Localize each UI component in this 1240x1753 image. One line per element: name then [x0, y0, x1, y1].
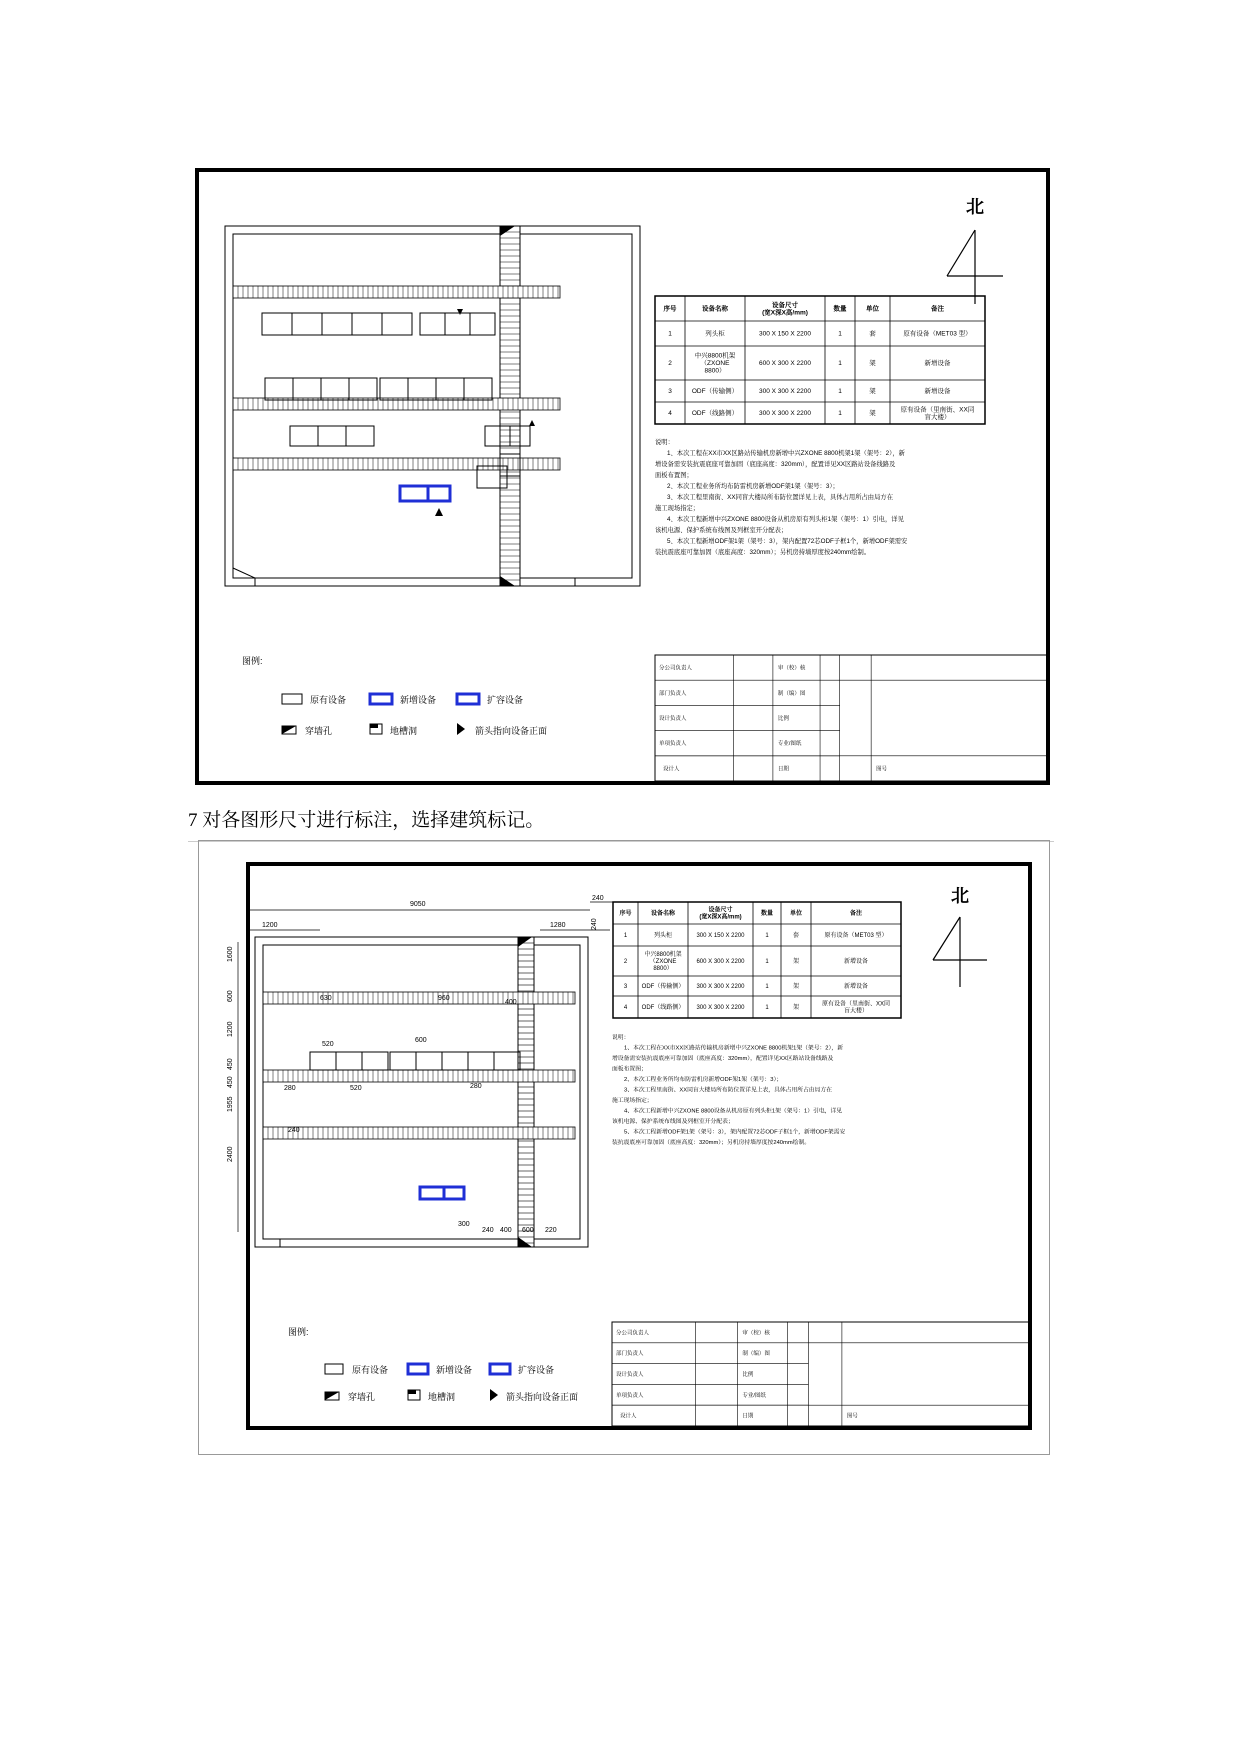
equipment-row-2 — [265, 378, 492, 400]
north-arrow-icon — [947, 230, 1003, 304]
title-block-label: 设计负责人 — [659, 716, 687, 722]
dim-bottom-c: 400 — [500, 1227, 512, 1234]
title-block-label: 专业/图纸 — [742, 1392, 766, 1399]
table-cell: 中兴8800机架 — [644, 952, 682, 958]
dim-left: 2400 — [227, 1146, 234, 1162]
table-cell: 4 — [668, 410, 672, 418]
dim-bottom-a: 300 — [458, 1221, 470, 1228]
table-cell: 盲大楼） — [843, 1008, 869, 1015]
title-block-label: 日期 — [742, 1413, 754, 1420]
table-cell: 1 — [765, 984, 769, 990]
table-header-cell: 序号 — [663, 305, 677, 313]
table-cell: 1 — [765, 1005, 769, 1011]
drawing-frame — [248, 864, 1030, 1428]
table-cell: 1 — [623, 933, 628, 939]
legend — [242, 655, 547, 736]
dim-bottom-d: 600 — [522, 1227, 534, 1234]
table-cell: （ZXONE — [649, 959, 677, 965]
table-cell: 原有设备（MET03 型） — [824, 933, 888, 939]
table-header-cell: 设备名称 — [702, 305, 728, 313]
legend-expansion: 扩容设备 — [487, 695, 524, 705]
title-block-label: 比例 — [742, 1372, 754, 1378]
dim-row1-e: 400 — [505, 999, 517, 1006]
table-cell: 新增设备 — [843, 984, 869, 990]
dimension-annotations — [238, 902, 620, 1232]
note-line: 4、本次工程新增中兴ZXONE 8800设备从机房原有列头柜1架（架号：1）引电，详见 — [667, 516, 904, 523]
dim-left: 1600 — [227, 946, 234, 962]
table-cell: 600 X 300 X 2200 — [696, 959, 745, 965]
legend-title: 图例: — [288, 1327, 309, 1337]
note-line: 3、本次工程里南街、XX同盲大楼局所布防位置详见上表，具体占用所占由局方在 — [667, 494, 893, 501]
title-block — [612, 1322, 1030, 1426]
table-cell: 中兴8800机架 — [694, 352, 736, 360]
table-cell: 套 — [792, 933, 800, 939]
table-cell: 2 — [623, 959, 628, 965]
equipment-row-1 — [262, 313, 495, 335]
legend-title: 图例: — [242, 656, 263, 666]
table-header-cell: (宽X深X高/mm) — [699, 914, 742, 921]
table-cell: 新增设备 — [924, 388, 951, 396]
note-line: 4、本次工程新增中兴ZXONE 8800设备从机房原有列头柜1架（架号：1）引电，详见 — [624, 1108, 843, 1115]
note-line: 装抗震底座可靠加固（底座高度：320mm）；另机房持墙厚度按240mm绘制。 — [612, 1140, 811, 1146]
table-cell: ODF（传输侧） — [691, 388, 739, 396]
table-cell: ODF（线路侧） — [691, 410, 739, 418]
dim-row4-a: 240 — [288, 1127, 300, 1134]
title-block-label: 审（校）核 — [742, 1330, 770, 1337]
table-cell: 300 X 300 X 2200 — [758, 410, 812, 418]
table-header-cell: 单位 — [866, 305, 879, 313]
dim-row3-a: 280 — [284, 1085, 296, 1092]
title-block-label: 设计人 — [663, 766, 680, 773]
note-line: 该机电源、保护系统布线图及列框室开分配表； — [655, 527, 788, 534]
dim-top-left: 1200 — [262, 922, 278, 929]
dimension-labels — [262, 895, 604, 930]
table-cell: 3 — [623, 984, 628, 990]
title-block-label: 单项负责人 — [616, 1392, 644, 1399]
legend-expansion: 扩容设备 — [518, 1365, 555, 1375]
table-cell: 架 — [792, 984, 800, 990]
table-cell: 架 — [792, 1005, 800, 1011]
note-line: 说明： — [655, 439, 674, 446]
dim-left: 1955 — [227, 1096, 234, 1112]
drawing-frame — [197, 170, 1048, 783]
title-block-label: 图号 — [846, 1413, 858, 1420]
floor-slot-icon — [408, 1390, 420, 1400]
legend-new: 新增设备 — [436, 1365, 473, 1375]
north-label: 北 — [951, 886, 969, 906]
table-cell: 列头柜 — [653, 933, 673, 939]
title-block-label: 专业/图纸 — [777, 741, 802, 748]
note-line: 面板布置图； — [655, 472, 693, 479]
table-cell: 8800） — [653, 966, 673, 972]
legend-floor-slot: 地槽洞 — [390, 726, 418, 736]
table-cell: 原有设备（MET03 型） — [903, 330, 972, 338]
table-cell: 1 — [668, 330, 672, 338]
equipment-table — [613, 902, 901, 1018]
note-line: 2、本次工程业务所均布防雷机房新增ODF架1架（架号：3）； — [624, 1077, 783, 1083]
table-cell: 4 — [623, 1005, 628, 1011]
legend-arrow: 箭头指向设备正面 — [475, 726, 548, 736]
table-header-cell: 序号 — [619, 911, 632, 917]
legend-wall-hole: 穿墙孔 — [348, 1392, 376, 1402]
table-cell: 1 — [838, 360, 842, 368]
floor-plan-figure-1 — [195, 168, 1050, 785]
table-header-cell: 数量 — [833, 305, 847, 313]
dim-row1-b: 630 — [320, 995, 332, 1002]
title-block-label: 制（编）图 — [742, 1351, 770, 1358]
table-cell: 1 — [838, 388, 842, 396]
table-header-cell: 数量 — [760, 911, 774, 917]
title-block-label: 分公司负责人 — [616, 1330, 650, 1337]
note-line: 施工现场指定； — [612, 1098, 653, 1104]
notes-block — [655, 437, 908, 556]
legend-existing: 原有设备 — [310, 695, 347, 705]
dim-row3-d: 280 — [470, 1083, 482, 1090]
dim-wall: 240 — [592, 895, 604, 902]
caption: 7 对各图形尺寸进行标注，选择建筑标记。 — [188, 810, 545, 831]
legend — [288, 1326, 578, 1402]
table-header-cell: 设备名称 — [650, 911, 676, 917]
table-cell: 架 — [869, 410, 876, 418]
table-cell: 300 X 300 X 2200 — [696, 1005, 745, 1011]
title-block-label: 设计负责人 — [616, 1372, 644, 1378]
table-cell: 600 X 300 X 2200 — [758, 360, 812, 368]
note-line: 面板布置图； — [612, 1066, 647, 1073]
table-cell: 盲大楼） — [924, 413, 951, 421]
note-line: 1、本次工程在XX市XX区路站传输机房新增中兴ZXONE 8800机架1架（架号：2），新 — [667, 450, 905, 457]
dim-row2-b: 600 — [415, 1037, 427, 1044]
arrow-front-icon — [435, 508, 443, 516]
table-cell: 新增设备 — [924, 360, 951, 368]
table-cell: 架 — [869, 360, 876, 368]
title-block-label: 图号 — [876, 766, 888, 773]
table-cell: 架 — [869, 388, 876, 396]
dim-left: 450 — [227, 1076, 234, 1088]
dim-row1-d: 960 — [438, 995, 450, 1002]
title-block-label: 设计人 — [620, 1413, 637, 1420]
vertical-cable-tray — [518, 937, 534, 1247]
title-block-label: 审（校）核 — [777, 665, 806, 672]
table-cell: 2 — [668, 360, 672, 368]
equipment-table — [655, 296, 985, 424]
arrow-front-icon — [457, 309, 463, 315]
table-cell: 300 X 150 X 2200 — [696, 933, 745, 939]
equipment-rows-fig2 — [310, 1052, 520, 1070]
dim-row2-a: 520 — [322, 1041, 334, 1048]
legend-existing: 原有设备 — [352, 1365, 389, 1375]
title-block-label: 单项负责人 — [659, 741, 687, 748]
table-cell: ODF（传输侧） — [641, 984, 685, 990]
table-cell: 1 — [838, 330, 842, 338]
wall-hole-icon — [325, 1392, 339, 1400]
legend-new: 新增设备 — [400, 695, 437, 705]
note-line: 1、本次工程在XX市XX区路站传输机房新增中兴ZXONE 8800机架1架（架号：2），新 — [624, 1045, 844, 1052]
north-label: 北 — [966, 197, 984, 217]
title-block-label: 分公司负责人 — [659, 665, 693, 672]
table-header-cell: (宽X深X高/mm) — [762, 309, 808, 317]
dim-bottom-e: 220 — [545, 1227, 557, 1234]
equipment-row-3 — [290, 426, 530, 446]
table-cell: ODF（线路侧） — [641, 1005, 685, 1011]
legend-floor-slot: 地槽洞 — [428, 1392, 456, 1402]
dim-left: 600 — [227, 990, 234, 1002]
note-line: 说明： — [612, 1035, 630, 1041]
notes-block — [612, 1033, 845, 1146]
floor-plan-figure-2 — [200, 842, 1050, 1454]
table-cell: 300 X 300 X 2200 — [758, 388, 812, 396]
table-cell: 原有设备（里南街、XX同 — [821, 1001, 891, 1008]
north-arrow-icon — [933, 917, 987, 987]
note-line: 施工现场指定； — [655, 505, 700, 512]
floor-slot-icon — [370, 724, 382, 734]
dim-left: 1200 — [227, 1021, 234, 1037]
table-cell: 架 — [792, 959, 800, 965]
note-line: 装抗震底座可靠加固（底座高度：320mm）；另机房持墙厚度按240mm绘制。 — [655, 549, 871, 556]
title-block-label: 部门负责人 — [659, 690, 687, 697]
table-cell: 1 — [765, 959, 769, 965]
table-cell: （ZXONE — [700, 360, 730, 368]
table-cell: 8800） — [704, 367, 726, 375]
title-block-label: 部门负责人 — [616, 1351, 644, 1358]
table-cell: 1 — [838, 410, 842, 418]
dim-left: 450 — [227, 1058, 234, 1070]
legend-wall-hole: 穿墙孔 — [305, 726, 333, 736]
legend-arrow: 箭头指向设备正面 — [506, 1392, 579, 1402]
table-cell: 3 — [668, 388, 672, 396]
equipment-row-4 — [400, 486, 450, 501]
title-block-label: 比例 — [777, 716, 789, 722]
dim-wall-side: 240 — [591, 918, 598, 930]
table-header-cell: 单位 — [789, 911, 803, 917]
table-header-cell: 设备尺寸 — [708, 907, 733, 914]
arrow-legend-icon — [490, 1389, 498, 1401]
table-cell: 套 — [869, 330, 876, 338]
table-cell: 300 X 300 X 2200 — [696, 984, 745, 990]
dim-top-right: 1280 — [550, 922, 566, 929]
title-block-label: 制（编）图 — [777, 690, 806, 697]
table-cell: 新增设备 — [843, 959, 869, 965]
table-cell: 列头柜 — [705, 330, 725, 338]
note-line: 5、本次工程新增ODF架1架（架号：3），架内配置72芯ODF子框1个，新增ODF架需安 — [624, 1129, 846, 1136]
table-header-cell: 备注 — [931, 305, 944, 313]
title-block-label: 日期 — [777, 766, 789, 773]
note-line: 增设备需安装抗震底座可靠加固（底座高度：320mm），配置详见XX区路站设备线路及 — [655, 461, 896, 468]
table-header-cell: 备注 — [849, 911, 863, 917]
table-header-cell: 设备尺寸 — [772, 301, 798, 309]
note-line: 2、本次工程业务所均布防雷机房新增ODF架1架（架号：3）； — [667, 483, 839, 490]
arrow-front-icon — [529, 420, 535, 426]
note-line: 5、本次工程新增ODF架1架（架号：3），架内配置72芯ODF子框1个，新增ODF架需安 — [667, 538, 908, 545]
dim-row3-b: 520 — [350, 1085, 362, 1092]
left-dimension-stack — [227, 946, 234, 1162]
table-cell: 原有设备（里南街、XX同 — [900, 406, 975, 414]
wall-hole-icon — [282, 726, 296, 734]
note-line: 增设备需安装抗震底座可靠加固（底座高度：320mm），配置详见XX区路站设备线路及 — [612, 1056, 834, 1062]
dim-bottom-b: 240 — [482, 1227, 494, 1234]
table-cell: 1 — [765, 933, 769, 939]
note-line: 该机电源、保护系统布线图及列框室开分配表； — [612, 1119, 734, 1125]
note-line: 3、本次工程里南街、XX同盲大楼局所布防位置详见上表，具体占用所占由局方在 — [624, 1087, 833, 1094]
arrow-legend-icon — [457, 723, 465, 735]
table-cell: 300 X 150 X 2200 — [758, 330, 812, 338]
title-block — [655, 655, 1048, 781]
dim-top-total: 9050 — [410, 901, 426, 908]
